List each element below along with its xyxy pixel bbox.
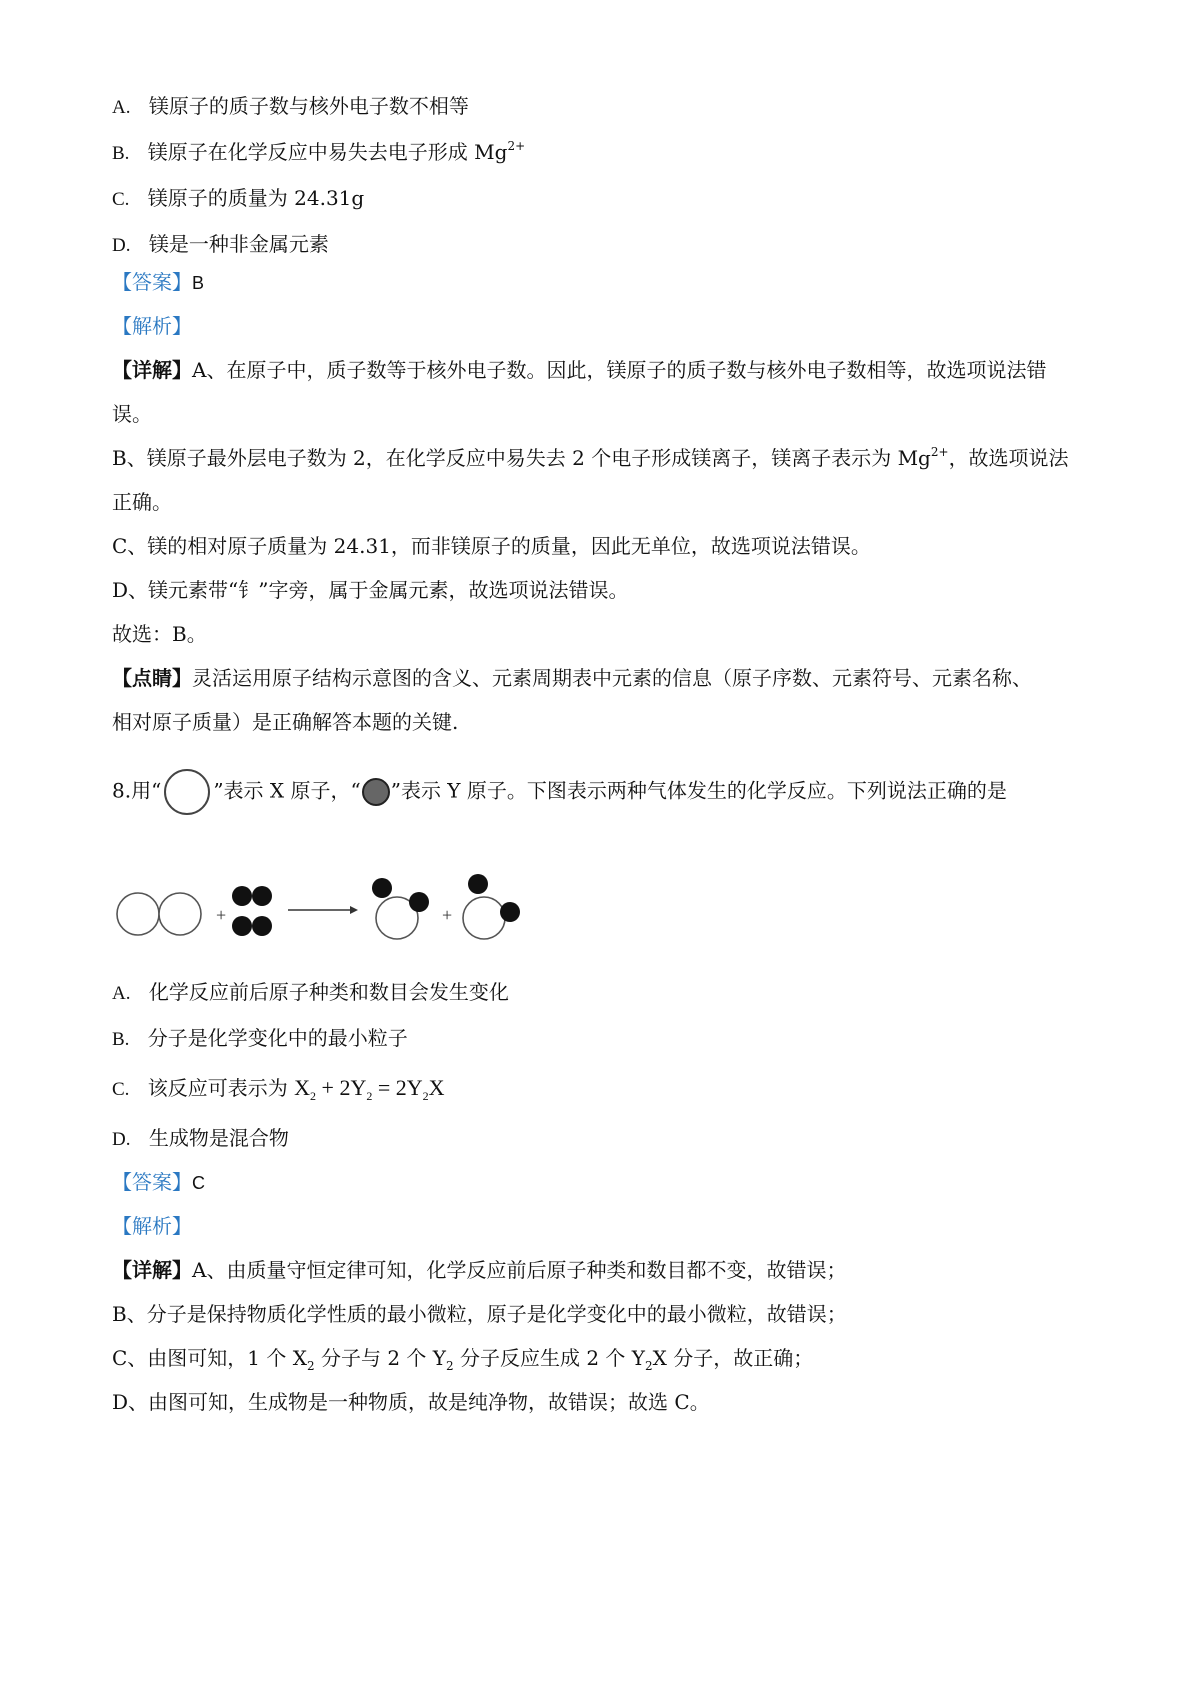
q8-detail-b <box>112 1300 847 1328</box>
detail-label: 【详解】 <box>112 358 192 382</box>
reaction-arrow <box>288 906 358 914</box>
answer-value: B <box>192 273 205 293</box>
q8-analysis-tag <box>112 1212 192 1240</box>
option-letter: A. <box>112 983 131 1004</box>
q7-option-c <box>112 184 364 214</box>
detail-label: 【详解】 <box>112 1258 192 1282</box>
q7-option-a <box>112 92 469 122</box>
tip-text: 相对原子质量）是正确解答本题的关键. <box>112 710 459 734</box>
answer-value: C <box>192 1173 205 1193</box>
detail-text: B、分子是保持物质化学性质的最小微粒，原子是化学变化中的最小微粒，故错误； <box>112 1302 847 1326</box>
y2-molecules <box>232 886 272 936</box>
q8-stem <box>112 768 1007 816</box>
q8-option-d <box>112 1124 289 1154</box>
q8-option-c <box>112 1072 445 1106</box>
q7-detail-b-line1 <box>112 444 1069 472</box>
x2-molecule <box>117 893 201 935</box>
stem-text: 8.用“ <box>112 778 162 803</box>
eq-part: = 2Y <box>372 1075 423 1100</box>
option-letter: C. <box>112 1079 130 1100</box>
subscript: 2 <box>306 1359 315 1373</box>
option-text: 该反应可表示为 <box>147 1076 288 1100</box>
q8-detail-d <box>112 1388 710 1416</box>
q7-detail-c <box>112 532 871 560</box>
q7-answer <box>112 268 204 297</box>
answer-tag: 【答案】 <box>112 270 192 294</box>
option-letter: C. <box>112 189 130 210</box>
stem-text: ”表示 X 原子，“ <box>213 778 361 803</box>
superscript: 2+ <box>930 445 949 459</box>
q7-option-b <box>112 138 525 168</box>
detail-text: ，故选项说法 <box>948 446 1069 470</box>
q8-answer <box>112 1168 205 1197</box>
detail-text: 误。 <box>112 402 152 426</box>
eq-subscript: 2 <box>310 1089 317 1103</box>
eq-part: + 2Y <box>316 1075 367 1100</box>
option-letter: A. <box>112 97 131 118</box>
q7-detail-a-line2 <box>112 400 152 428</box>
q8-option-b <box>112 1024 408 1054</box>
option-text: 生成物是混合物 <box>148 1126 289 1150</box>
plus-sign: + <box>216 905 227 925</box>
reaction-diagram <box>112 866 572 966</box>
plus-sign: + <box>442 905 453 925</box>
q7-tip-line2 <box>112 708 458 736</box>
q7-detail-d <box>112 576 628 604</box>
detail-text: 正确。 <box>112 490 172 514</box>
option-letter: D. <box>112 235 131 256</box>
eq-part: X <box>428 1075 445 1100</box>
y-atom-icon <box>361 777 391 807</box>
eq-subscript: 2 <box>366 1089 373 1103</box>
option-text: 分子是化学变化中的最小粒子 <box>147 1026 408 1050</box>
reaction-equation <box>294 1075 445 1103</box>
option-text: 镁原子的质子数与核外电子数不相等 <box>148 94 469 118</box>
detail-text: C、镁的相对原子质量为 24.31，而非镁原子的质量，因此无单位，故选项说法错误。 <box>112 534 871 558</box>
option-text: 镁原子的质量为 24.31g <box>147 186 365 210</box>
detail-text: D、镁元素带“钅”字旁，属于金属元素，故选项说法错误。 <box>112 578 629 602</box>
detail-text: B、镁原子最外层电子数为 2，在化学反应中易失去 2 个电子形成镁离子，镁离子表示为 Mg <box>112 446 931 470</box>
stem-text: ”表示 Y 原子。下图表示两种气体发生的化学反应。下列说法正确的是 <box>390 778 1007 803</box>
detail-text: D、由图可知，生成物是一种物质，故是纯净物，故错误；故选 C。 <box>112 1390 710 1414</box>
q8-detail-c <box>112 1344 813 1372</box>
detail-text: A、在原子中，质子数等于核外电子数。因此，镁原子的质子数与核外电子数相等，故选项说法错 <box>192 358 1047 382</box>
option-text: 化学反应前后原子种类和数目会发生变化 <box>148 980 509 1004</box>
tip-label: 【点睛】 <box>112 666 192 690</box>
detail-text: 分子反应生成 2 个 Y <box>453 1346 645 1370</box>
subscript: 2 <box>644 1359 653 1373</box>
eq-part: X <box>294 1075 311 1100</box>
y2x-molecule <box>372 878 429 939</box>
detail-text: X 分子，故正确； <box>652 1346 814 1370</box>
detail-text: 分子与 2 个 Y <box>314 1346 446 1370</box>
option-letter: B. <box>112 143 130 164</box>
detail-text: C、由图可知，1 个 X <box>112 1346 307 1370</box>
answer-tag: 【答案】 <box>112 1170 192 1194</box>
option-letter: D. <box>112 1129 131 1150</box>
choose-text: 故选：B。 <box>112 622 207 646</box>
q8-option-a <box>112 978 509 1008</box>
detail-text: A、由质量守恒定律可知，化学反应前后原子种类和数目都不变，故错误； <box>192 1258 847 1282</box>
q7-tip-line1 <box>112 664 1032 692</box>
q7-option-d <box>112 230 329 260</box>
analysis-tag: 【解析】 <box>112 1214 192 1238</box>
q7-detail-b-line2 <box>112 488 172 516</box>
subscript: 2 <box>445 1359 454 1373</box>
option-letter: B. <box>112 1029 130 1050</box>
eq-subscript: 2 <box>422 1089 429 1103</box>
y2x-molecule <box>463 874 520 939</box>
q7-detail-a-line1 <box>112 356 1046 384</box>
analysis-tag: 【解析】 <box>112 314 192 338</box>
option-text: 镁是一种非金属元素 <box>148 232 329 256</box>
superscript: 2+ <box>507 139 526 153</box>
tip-text: 灵活运用原子结构示意图的含义、元素周期表中元素的信息（原子序数、元素符号、元素名称、 <box>192 666 1032 690</box>
option-text: 镁原子在化学反应中易失去电子形成 Mg <box>147 140 508 164</box>
x-atom-icon <box>161 768 213 816</box>
q8-detail-a <box>112 1256 846 1284</box>
q7-choose <box>112 620 207 648</box>
q7-analysis-tag <box>112 312 192 340</box>
